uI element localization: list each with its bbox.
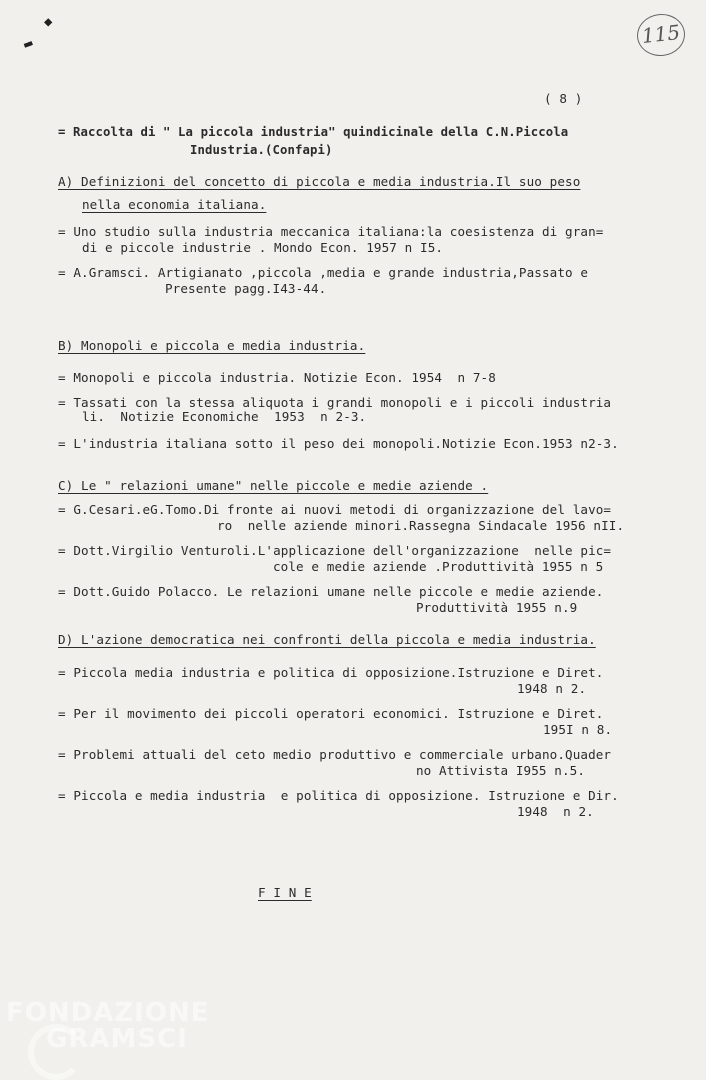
section-a-title-cont: nella economia italiana. (82, 197, 267, 212)
entry-line: = Dott.Virgilio Venturoli.L'applicazione dell'organizzazione nelle pic= (58, 543, 612, 558)
entry-line: = Piccola media industria e politica di opposizione.Istruzione e Diret. (58, 665, 604, 680)
closing-word: F I N E (258, 885, 312, 900)
entry-line: Presente pagg.I43-44. (165, 281, 327, 296)
entry-line: = G.Cesari.eG.Tomo.Di fronte ai nuovi metodi di organizzazione del lavo= (58, 502, 612, 517)
ink-mark: ◆ (44, 14, 53, 30)
page-number: ( 8 ) (544, 91, 583, 106)
watermark (6, 1000, 209, 1052)
archive-number-stamp: 115 (635, 12, 687, 59)
entry-line: = Problemi attuali del ceto medio produttivo e commerciale urbano.Quader (58, 747, 612, 762)
entry-line: = Uno studio sulla industria meccanica italiana:la coesistenza di gran= (58, 224, 604, 239)
entry-line: = Tassati con la stessa aliquota i grandi monopoli e i piccoli industria (58, 395, 612, 410)
entry-line: = Monopoli e piccola industria. Notizie Econ. 1954 n 7-8 (58, 370, 496, 385)
entry-line: = Dott.Guido Polacco. Le relazioni umane nelle piccole e medie aziende. (58, 584, 604, 599)
section-c-title: C) Le " relazioni umane" nelle piccole e medie aziende . (58, 478, 489, 493)
entry-line: no Attivista I955 n.5. (416, 763, 586, 778)
entry-line: li. Notizie Economiche 1953 n 2-3. (82, 409, 367, 424)
entry-line: 1948 n 2. (517, 804, 594, 819)
section-a-title: A) Definizioni del concetto di piccola e media industria.Il suo peso (58, 174, 581, 189)
section-d-title: D) L'azione democratica nei confronti della piccola e media industria. (58, 632, 596, 647)
entry-line: 1948 n 2. (517, 681, 587, 696)
entry-line: cole e medie aziende .Produttività 1955 n 5 (273, 559, 604, 574)
watermark-line-2: GRAMSCI (46, 1024, 188, 1054)
watermark-line-1: FONDAZIONE (6, 998, 210, 1028)
heading-line-2: Industria.(Confapi) (190, 143, 333, 157)
entry-line: Produttività 1955 n.9 (416, 600, 578, 615)
entry-line: = Per il movimento dei piccoli operatori economici. Istruzione e Diret. (58, 706, 604, 721)
entry-line: = A.Gramsci. Artigianato ,piccola ,media e grande industria,Passato e (58, 265, 589, 280)
entry-line: di e piccole industrie . Mondo Econ. 1957 n I5. (82, 240, 444, 255)
heading-line-1: = Raccolta di " La piccola industria" quindicinale della C.N.Piccola (58, 125, 569, 139)
entry-line: = Piccola e media industria e politica di opposizione. Istruzione e Dir. (58, 788, 619, 803)
ink-mark: ▬ (21, 35, 35, 53)
entry-line: = L'industria italiana sotto il peso dei monopoli.Notizie Econ.1953 n2-3. (58, 436, 619, 451)
entry-line: ro nelle aziende minori.Rassegna Sindacale 1956 nII. (217, 518, 625, 533)
entry-line: 195I n 8. (543, 722, 613, 737)
section-b-title: B) Monopoli e piccola e media industria. (58, 338, 366, 353)
